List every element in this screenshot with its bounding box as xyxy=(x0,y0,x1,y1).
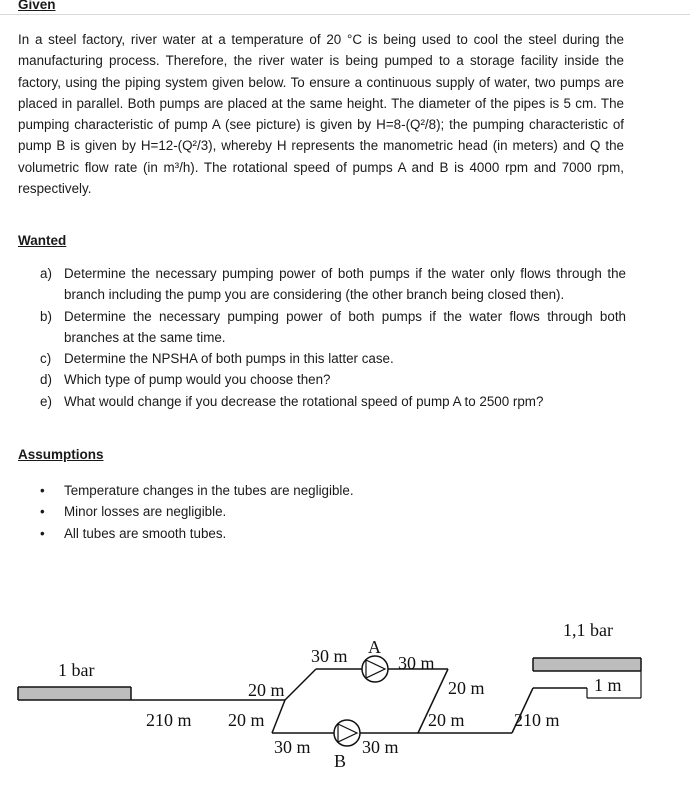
lower-right-drop-label: 20 m xyxy=(428,710,465,730)
left-reservoir xyxy=(18,687,131,700)
assumption-item: • All tubes are smooth tubes. xyxy=(40,525,227,541)
upper-right-horizontal-label: 30 m xyxy=(398,653,435,673)
assumptions-list xyxy=(40,480,600,544)
given-paragraph: In a steel factory, river water at a temperature of 20 °C is being used to cool the steel during the manufacturing process. Therefore, the river water is being pumped to a storage facility inside the factory, using the piping system given below. To ensure a continuous supply of water, two pumps are placed in parallel. Both pumps are placed at the same height. The diameter of the pipes is 5 cm. The pumping characteristic of pump A (see picture) is given by H=8-(Q²/8); the pumping characteristic of pump B is given by H=12-(Q²/3), whereby H represents the manometric head (in meters) and Q the volumetric flow rate (in m³/h). The rotational speed of pumps A and B is 4000 rpm and 7000 rpm, respectively. xyxy=(18,32,624,197)
piping-diagram xyxy=(0,610,690,780)
lower-right-horizontal-label: 30 m xyxy=(362,737,399,757)
right-height-label: 1 m xyxy=(594,675,622,695)
pump-a-label: A xyxy=(368,637,381,657)
wanted-item-b: b) Determine the necessary pumping power of both pumps if the water flows through both branches at the same time. xyxy=(40,308,626,345)
lower-left-horizontal-label: 30 m xyxy=(274,737,311,757)
assumption-item: • Temperature changes in the tubes are negligible. xyxy=(40,483,354,498)
left-pipe-length-label: 210 m xyxy=(146,710,192,730)
upper-left-rise-pipe xyxy=(285,669,316,700)
lower-left-rise-pipe xyxy=(272,700,285,733)
right-pipe-length-label: 210 m xyxy=(514,710,560,730)
upper-left-rise-label: 20 m xyxy=(248,680,285,700)
left-pressure-label: 1 bar xyxy=(58,660,95,680)
lower-left-rise-label: 20 m xyxy=(228,710,265,730)
wanted-item-a: a) Determine the necessary pumping power of both pumps if the water only flows through the branch including the pump you are considering (the other branch being closed then). xyxy=(40,266,626,303)
right-pressure-label: 1,1 bar xyxy=(563,620,613,640)
upper-left-horizontal-label: 30 m xyxy=(311,646,348,666)
wanted-list xyxy=(40,263,626,412)
top-rule xyxy=(0,14,690,15)
pump-b-label: B xyxy=(334,751,347,771)
wanted-item-d: d) Which type of pump would you choose then? xyxy=(40,372,331,388)
wanted-item-c: c) Determine the NPSHA of both pumps in this latter case. xyxy=(40,351,394,367)
upper-right-drop-label: 20 m xyxy=(448,678,485,698)
assumption-item: • Minor losses are negligible. xyxy=(40,504,227,520)
wanted-heading: Wanted xyxy=(18,233,67,248)
given-heading: Given xyxy=(18,0,56,12)
assumptions-heading: Assumptions xyxy=(18,447,104,462)
right-reservoir xyxy=(533,658,641,671)
wanted-item-e: e) What would change if you decrease the rotational speed of pump A to 2500 rpm? xyxy=(40,393,544,409)
